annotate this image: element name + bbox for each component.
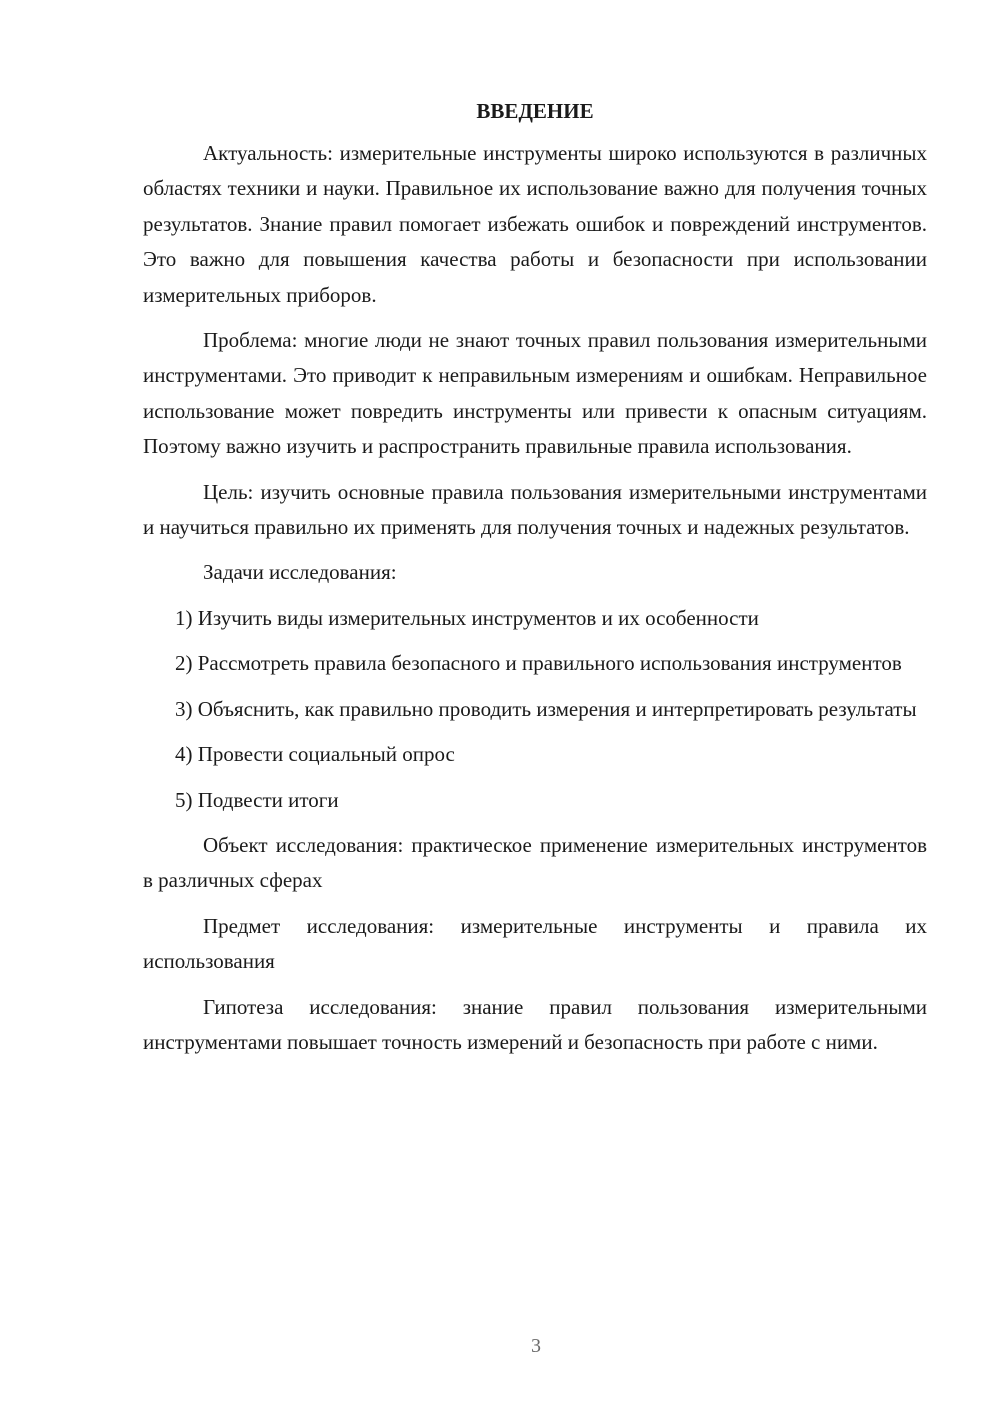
task-item-5: 5) Подвести итоги (175, 787, 339, 812)
subject-paragraph: Предмет исследования: измерительные инструменты и правила их использования (143, 913, 927, 974)
task-item-4: 4) Провести социальный опрос (175, 742, 455, 767)
problem-paragraph: Проблема: многие люди не знают точных правил пользования измерительными инструментами. Это приводит к неправильным измерениям и ошибкам. Неправильное использование может повредить инструменты или привести к опасным ситуациям. Поэтому важно изучить и распространить правильные правила использования. (143, 328, 927, 459)
relevance-paragraph: Актуальность: измерительные инструменты широко используются в различных областях техники и науки. Правильное их использование важно для получения точных результатов. Знание правил помогает избежать ошибок и повреждений инструментов. Это важно для повышения качества работы и безопасности при использовании измерительных приборов. (143, 141, 927, 307)
page-number: 3 (531, 1335, 541, 1357)
section-title: ВВЕДЕНИЕ (476, 99, 594, 123)
hypothesis-paragraph: Гипотеза исследования: знание правил пользования измерительными инструментами повышает точность измерений и безопасность при работе с ними. (143, 994, 927, 1054)
page-body (143, 96, 927, 1070)
object-paragraph: Объект исследования: практическое применение измерительных инструментов в различных сферах (143, 832, 927, 893)
task-item-3: 3) Объяснить, как правильно проводить измерения и интерпретировать результаты (175, 696, 917, 721)
tasks-heading: Задачи исследования: (203, 560, 397, 585)
task-item-1: 1) Изучить виды измерительных инструментов и их особенности (175, 605, 759, 630)
task-item-2: 2) Рассмотреть правила безопасного и правильного использования инструментов (175, 651, 902, 676)
goal-paragraph: Цель: изучить основные правила пользования измерительными инструментами и научиться правильно их применять для получения точных и надежных результатов. (143, 479, 927, 540)
